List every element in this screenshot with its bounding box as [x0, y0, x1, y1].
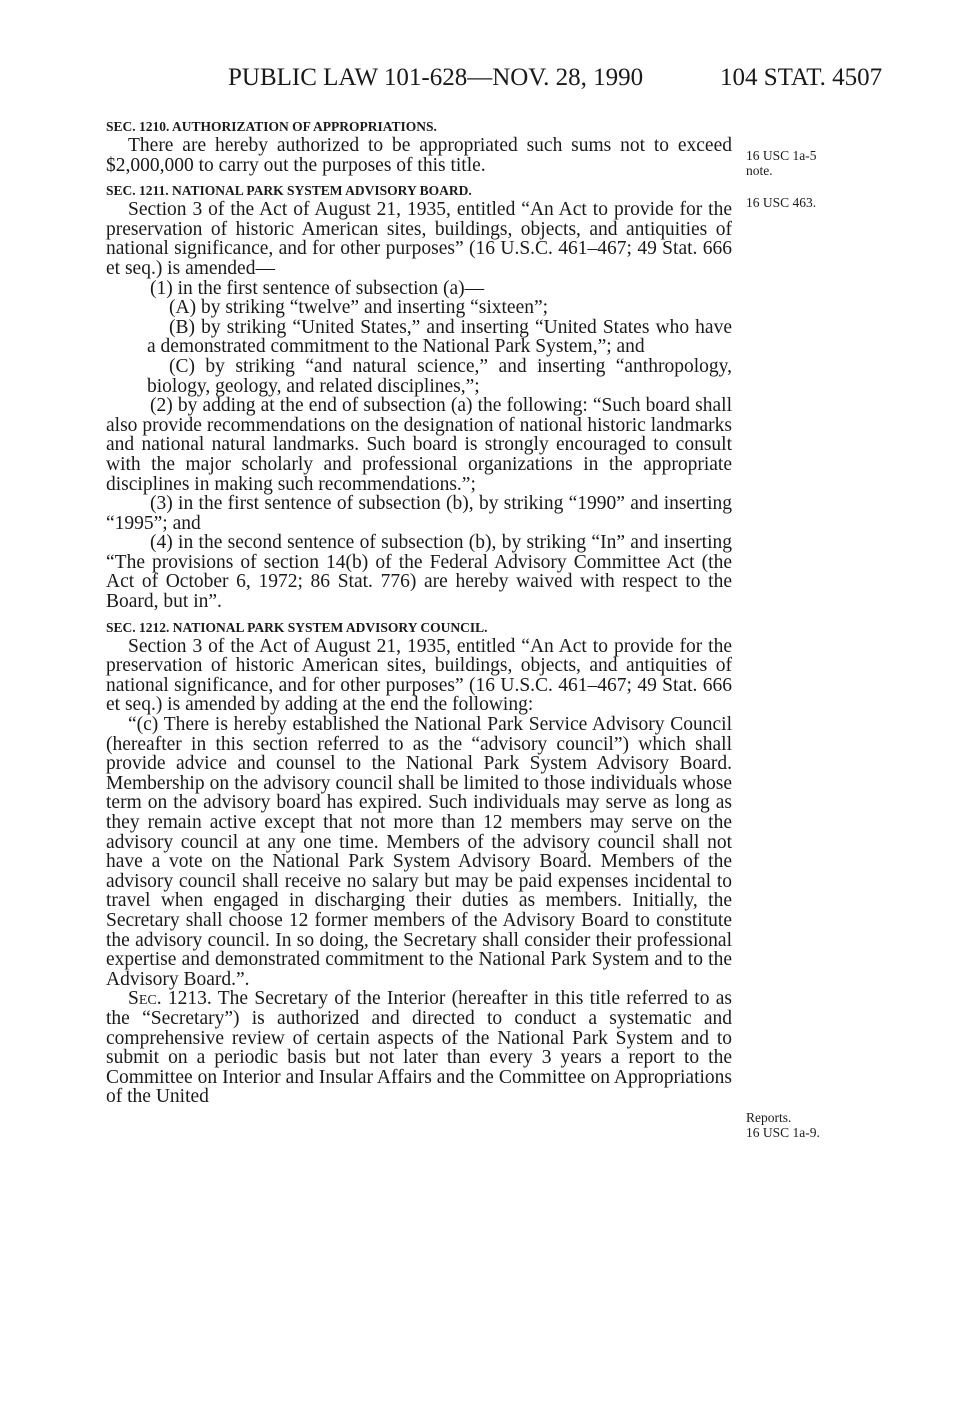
sec-1211-item-4: (4) in the second sentence of subsection (b), by striking “In” and inserting “The provisions of section 14(b) of the Federal Advisory Committee Act (the Act of October 6, 1972; 86 Stat. 776) are hereby waived with respect to the Board, but in”. [106, 532, 732, 613]
sec-1210-text: There are hereby authorized to be appropriated such sums not to exceed $2,000,000 to carry out the purposes of this title. [106, 135, 732, 176]
sec-1211-heading: SEC. 1211. NATIONAL PARK SYSTEM ADVISORY BOARD. [106, 183, 472, 199]
margin-note-1210-line1: 16 USC 1a-5 [746, 148, 817, 163]
margin-note-1213 [746, 1110, 820, 1140]
margin-note-1210 [746, 148, 817, 178]
sec-1211-intro: Section 3 of the Act of August 21, 1935, entitled “An Act to provide for the preservation of historic American sites, buildings, objects, and antiquities of national significance, and for other purposes” (16 U.S.C. 461–467; 49 Stat. 666 et seq.) is amended— [106, 199, 732, 279]
sec-1211-item-3: (3) in the first sentence of subsection (b), by striking “1990” and inserting “1995”; and [106, 493, 732, 534]
document-body [106, 117, 732, 1107]
sec-1211-item-1b: (B) by striking “United States,” and inserting “United States who have a demonstrated commitment to the National Park System,”; and [147, 316, 732, 358]
sec-1213-paragraph [106, 989, 732, 1107]
margin-note-1210-line2: note. [746, 163, 773, 178]
sec-1212-intro: Section 3 of the Act of August 21, 1935, entitled “An Act to provide for the preservation of historic American sites, buildings, objects, and antiquities of national significance, and for other purposes” (16 U.S.C. 461–467; 49 Stat. 666 et seq.) is amended by adding at the end the following: [106, 635, 732, 716]
sec-1211-item-2: (2) by adding at the end of subsection (a) the following: “Such board shall also provide recommendations on the designation of national historic landmarks and national natural landmarks. Such board is strongly encouraged to consult with the major scholarly and professional organizations in the appropriate disciplines in making such recommendations.”; [106, 395, 732, 495]
margin-note-1211: 16 USC 463. [746, 195, 817, 210]
sec-1211-item-1c: (C) by striking “and natural science,” and inserting “anthropology, biology, geology, and related disciplines,”; [147, 355, 732, 397]
margin-note-1213-line2: 16 USC 1a-9. [746, 1125, 820, 1140]
sec-1212-quote: “(c) There is hereby established the National Park Service Advisory Council (hereafter in this section referred to as the “advisory council”) which shall provide advice and counsel to the National Park System Advisory Board. Membership on the advisory council shall be limited to those individuals whose term on the advisory board has expired. Such individuals may serve as long as they remain active except that not more than 12 members may serve on the advisory council at any one time. Members of the advisory council shall not have a vote on the National Park System Advisory Board. Members of the advisory council shall receive no salary but may be paid expenses incidental to travel when engaged in discharging their duties as members. Initially, the Secretary shall choose 12 former members of the Advisory Board to constitute the advisory council. In so doing, the Secretary shall consider their professional expertise and demonstrated commitment to the National Park System and to the Advisory Board.”. [106, 714, 732, 990]
sec-1212-heading: SEC. 1212. NATIONAL PARK SYSTEM ADVISORY COUNCIL. [106, 619, 488, 635]
sec-1211-item-1a: (A) by striking “twelve” and inserting “sixteen”; [169, 297, 549, 319]
page-header [0, 64, 960, 104]
sec-1210-heading: SEC. 1210. AUTHORIZATION OF APPROPRIATIONS. [106, 119, 437, 134]
sec-1213-text: The Secretary of the Interior (hereafter in this title referred to as the “Secretary”) is authorized and directed to conduct a systematic and comprehensive review of certain aspects of the National Park System and to submit on a periodic basis but not later than every 3 years a report to the Committee on Interior and Insular Affairs and the Committee on Appropriations of the United [106, 988, 732, 1108]
sec-1211-item-1: (1) in the first sentence of subsection (a)— [150, 277, 485, 299]
public-law-title: PUBLIC LAW 101-628—NOV. 28, 1990 [228, 64, 644, 91]
sec-1213-label: Sec. 1213. [128, 988, 212, 1010]
stat-citation: 104 STAT. 4507 [720, 64, 883, 91]
margin-note-1213-line1: Reports. [746, 1110, 792, 1125]
